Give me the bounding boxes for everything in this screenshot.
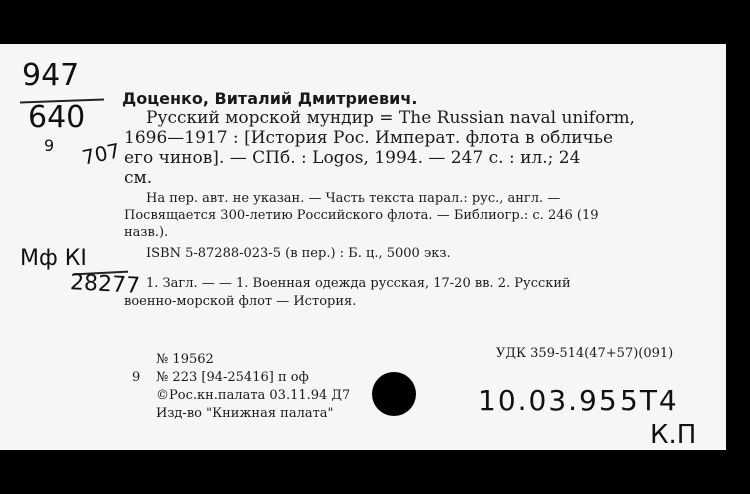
title-line-3: его чинов]. — СПб. : Logos, 1994. — 247 с. : ил.; 24 — [124, 148, 581, 168]
catalog-card — [0, 44, 726, 450]
title-line-4: см. — [124, 168, 153, 188]
subject-line-1: 1. Загл. — — 1. Военная одежда русская, 17-20 вв. 2. Русский — [146, 276, 571, 291]
handwritten-initials: К.П — [650, 420, 697, 450]
publisher-line: Изд-во "Книжная палата" — [156, 406, 334, 421]
order-line: № 223 [94-25416] п оф — [156, 370, 309, 385]
isbn: ISBN 5-87288-023-5 (в пер.) : Б. ц., 5000 экз. — [146, 246, 451, 261]
udk-code: УДК 359-514(47+57)(091) — [496, 346, 674, 361]
handwritten-date: 10.03.95 — [478, 384, 619, 417]
inventory-code: Мф КI — [20, 246, 87, 271]
author: Доценко, Виталий Дмитриевич. — [122, 89, 418, 108]
copyright-line: ©Рос.кн.палата 03.11.94 Д7 — [156, 388, 351, 403]
record-number: № 19562 — [156, 352, 214, 367]
title-line-1: Русский морской мундир = The Russian naval uniform, — [146, 108, 635, 128]
call-number-side-bottom: 707 — [79, 138, 123, 170]
footer-prefix: 9 — [132, 370, 141, 385]
ink-blot — [372, 372, 416, 416]
inventory-number: 28277 — [69, 270, 141, 299]
call-number-side-top: 9 — [44, 136, 55, 155]
call-number-bottom: 640 — [28, 100, 86, 135]
notes-line-3: назв.). — [124, 225, 169, 240]
handwritten-code: 5Т4 — [620, 384, 679, 417]
subject-line-2: военно-морской флот — История. — [124, 294, 357, 309]
notes-line-1: На пер. авт. не указан. — Часть текста парал.: рус., англ. — — [146, 191, 561, 206]
title-line-2: 1696—1917 : [История Рос. Императ. флота в обличье — [124, 128, 614, 148]
call-number-top: 947 — [22, 58, 80, 93]
notes-line-2: Посвящается 300-летию Российского флота. — Библиогр.: с. 246 (19 — [124, 208, 599, 223]
